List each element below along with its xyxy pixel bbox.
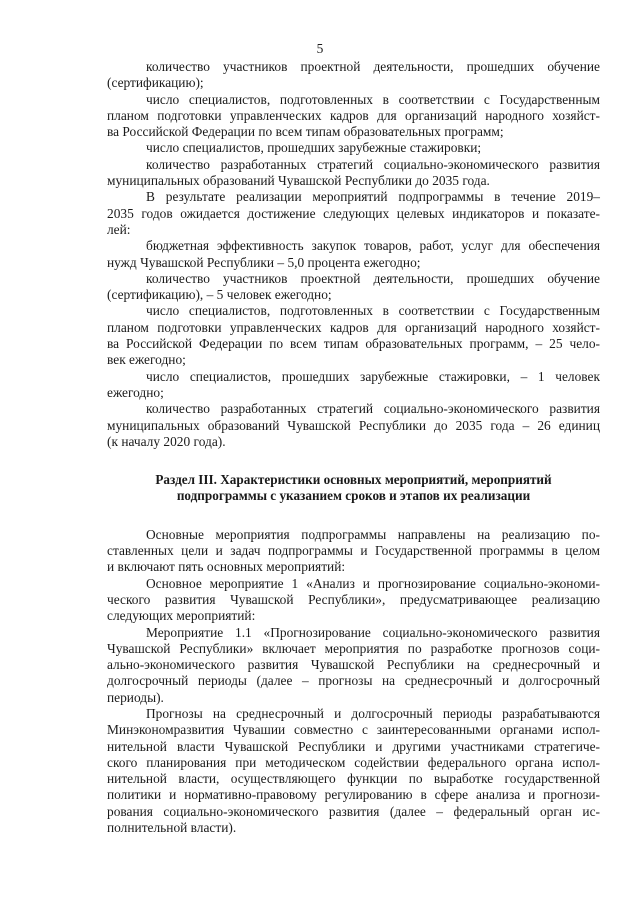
- text-line: Мероприятие 1.1 «Прогнозирование социально-экономического развития: [146, 624, 600, 640]
- text-line: (к началу 2020 года).: [107, 433, 226, 449]
- text-line: (сертификацию);: [107, 75, 204, 91]
- text-line: нительной власти Чувашской Республики и другими участниками стратегиче-: [107, 738, 600, 754]
- text-line: Чувашской Республики» включает мероприятия по разработке прогнозов соци-: [107, 640, 600, 656]
- text-line: планом подготовки управленческих кадров для организаций народного хозяйст-: [107, 107, 600, 123]
- text-line: планом подготовки управленческих кадров для организаций народного хозяйст-: [107, 319, 600, 335]
- text-line: следующих мероприятий:: [107, 608, 256, 624]
- text-block-before-heading: [107, 59, 600, 450]
- text-line: ставленных цели и задач подпрограммы и Государственной программы в целом: [107, 543, 600, 559]
- text-line: политики и нормативно-правовому регулированию в сфере анализа и прогнози-: [107, 787, 600, 803]
- text-line: муниципальных образований Чувашской Республики до 2035 года – 26 единиц: [107, 417, 600, 433]
- text-line: (сертификацию), – 5 человек ежегодно;: [107, 287, 332, 303]
- text-line: число специалистов, подготовленных в соответствии с Государственным: [146, 303, 600, 319]
- text-line: Основное мероприятие 1 «Анализ и прогнозирование социально-экономи-: [146, 575, 600, 591]
- text-line: муниципальных образований Чувашской Республики до 2035 года.: [107, 173, 490, 189]
- text-line: ально-экономического развития Чувашской Республики на среднесрочный и: [107, 657, 600, 673]
- section-heading-line: подпрограммы с указанием сроков и этапов их реализации: [176, 488, 531, 504]
- text-line: ва Российской Федерации по всем типам образовательных программ;: [107, 124, 504, 140]
- text-line: ва Российской Федерации по всем типам образовательных программ, – 25 чело-: [107, 336, 600, 352]
- text-line: полнительной власти).: [107, 820, 237, 836]
- text-line: число специалистов, прошедших зарубежные стажировки, – 1 человек: [146, 368, 600, 384]
- section-heading: [107, 472, 600, 505]
- page-number: 5: [316, 41, 324, 56]
- document-body: [107, 59, 600, 836]
- text-line: нительной власти, осуществляющего функции по выработке государственной: [107, 771, 600, 787]
- text-line: нужд Чувашской Республики – 5,0 процента ежегодно;: [107, 254, 421, 270]
- text-line: бюджетная эффективность закупок товаров, работ, услуг для обеспечения: [146, 238, 600, 254]
- text-line: век ежегодно;: [107, 352, 186, 368]
- text-line: Прогнозы на среднесрочный и долгосрочный периоды разрабатываются: [146, 705, 600, 721]
- text-line: количество участников проектной деятельности, прошедших обучение: [146, 270, 600, 286]
- text-line: количество разработанных стратегий социально-экономического развития: [146, 401, 600, 417]
- text-line: В результате реализации мероприятий подпрограммы в течение 2019–: [146, 189, 600, 205]
- text-line: лей:: [107, 221, 131, 237]
- text-line: число специалистов, прошедших зарубежные стажировки;: [146, 140, 482, 156]
- text-line: ежегодно;: [107, 384, 164, 400]
- text-line: ского планирования при методическом содействии федерального органа испол-: [107, 754, 600, 770]
- text-line: рования социально-экономического развития (далее – федеральный орган ис-: [107, 803, 600, 819]
- text-line: ческого развития Чувашской Республики», предусматривающее реализацию: [107, 591, 600, 607]
- section-heading-line: Раздел III. Характеристики основных мероприятий, мероприятий: [155, 472, 552, 488]
- text-line: Минэкономразвития Чувашии совместно с заинтересованными органами испол-: [107, 722, 600, 738]
- text-line: количество разработанных стратегий социально-экономического развития: [146, 156, 600, 172]
- text-line: и включают пять основных мероприятий:: [107, 559, 346, 575]
- text-line: количество участников проектной деятельности, прошедших обучение: [146, 59, 600, 74]
- text-line: Основные мероприятия подпрограммы направлены на реализацию по-: [146, 526, 600, 542]
- text-line: 2035 годов ожидается достижение следующих целевых индикаторов и показате-: [107, 205, 600, 221]
- text-block-after-heading: [107, 527, 600, 837]
- text-line: периоды).: [107, 689, 164, 705]
- text-line: число специалистов, подготовленных в соответствии с Государственным: [146, 91, 600, 107]
- text-line: долгосрочный периоды (далее – прогнозы на среднесрочный и долгосрочный: [107, 673, 600, 689]
